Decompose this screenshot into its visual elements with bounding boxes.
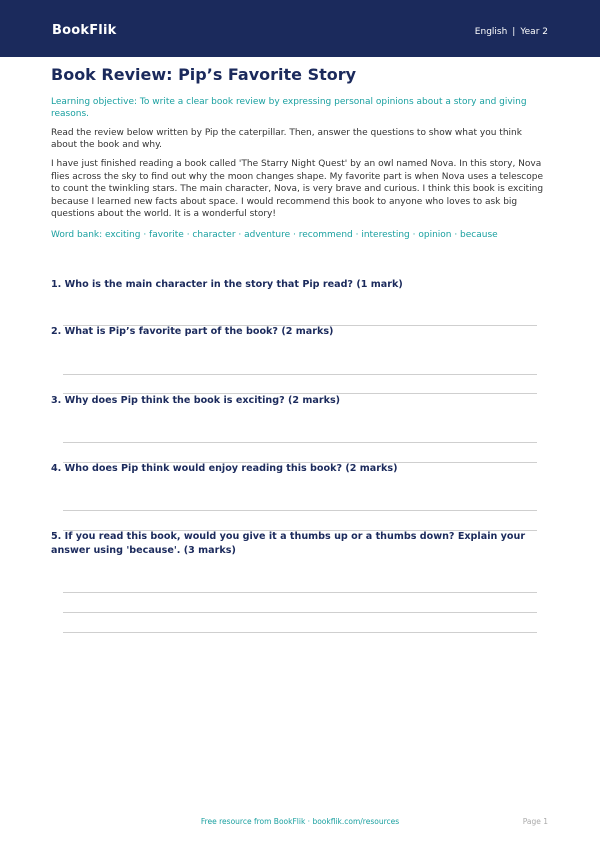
question-2: 2. What is Pip’s favorite part of the book? (2 marks) [51,326,334,337]
page-title: Book Review: Pip’s Favorite Story [51,65,357,84]
brand-logo[interactable]: BookFlik [52,23,117,38]
subject-label: English [474,27,508,37]
answer-line[interactable] [63,510,537,511]
question-4: 4. Who does Pip think would enjoy reading this book? (2 marks) [51,463,398,474]
header-bar [0,0,600,57]
answer-line[interactable] [63,612,537,613]
question-3: 3. Why does Pip think the book is exciting? (2 marks) [51,395,341,406]
word-bank: Word bank: exciting · favorite · character · adventure · recommend · interesting · opinion · because [51,229,498,240]
answer-line[interactable] [63,442,537,443]
learning-objective: Learning objective: To write a clear book review by expressing personal opinions about a story and giving reasons. [51,97,527,119]
question-5: 5. If you read this book, would you give it a thumbs up or a thumbs down? Explain your answer using 'because'. (3 marks) [51,531,526,556]
question-1: 1. Who is the main character in the story that Pip read? (1 mark) [51,279,403,290]
year-label: Year 2 [520,27,548,37]
answer-line[interactable] [63,632,537,633]
review-text: I have just finished reading a book called 'The Starry Night Quest' by an owl named Nova. In this story, Nova flies across the sky to find out why the moon changes shape. My favorite part is when Nova uses a telescope to count the twinkling stars. The main character, Nova, is very brave and curious. I think this book is exciting because I learned new facts about space. I would recommend this book to anyone who loves to ask big questions about the world. It is a wonderful story! [51,159,544,219]
worksheet-body [51,64,547,241]
answer-line[interactable] [63,592,537,593]
instructions: Read the review below written by Pip the caterpillar. Then, answer the questions to show what you think about the book and why. [51,128,522,150]
header-meta [475,27,548,37]
header-separator: | [512,27,516,37]
answer-line[interactable] [63,374,537,375]
footer-text[interactable]: Free resource from BookFlik · bookflik.com/resources [200,817,400,826]
page-number: Page 1 [522,817,548,826]
